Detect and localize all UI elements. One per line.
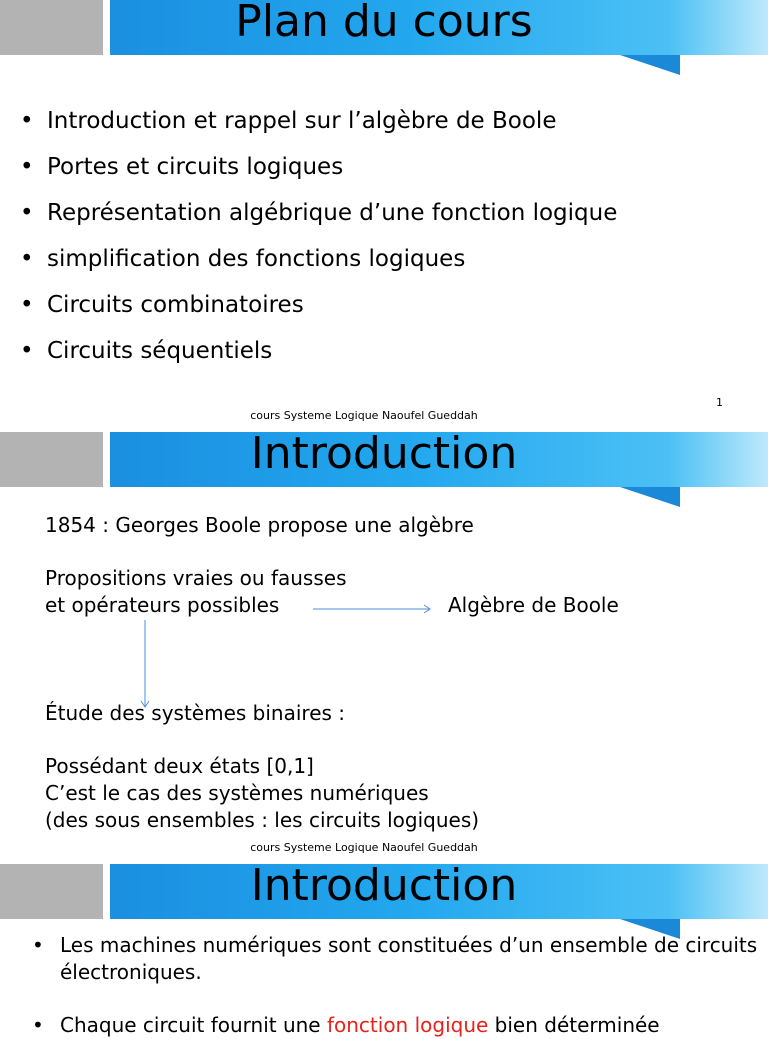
bullet-dot: •: [32, 1013, 44, 1037]
slide-title: Plan du cours: [235, 0, 533, 47]
bullet-list: [32, 932, 760, 1039]
text-algebre-de-boole: Algèbre de Boole: [448, 593, 619, 617]
arrow-down-icon: [141, 620, 149, 707]
list-item: [32, 932, 760, 986]
slide-title: Introduction: [250, 428, 518, 479]
list-item: [20, 144, 617, 190]
list-item: [20, 98, 617, 144]
page-number: 1: [716, 396, 723, 409]
slide-introduction-1: [0, 428, 768, 864]
list-item: [20, 190, 617, 236]
bullet-text: Introduction et rappel sur l’algèbre de Boole: [47, 108, 557, 134]
text-operateurs: et opérateurs possibles: [45, 593, 280, 617]
bullet-text: Portes et circuits logiques: [47, 154, 344, 180]
text-cest-le-cas: C’est le cas des systèmes numériques: [45, 781, 429, 805]
list-item: [20, 328, 617, 374]
slide-plan-du-cours: [0, 0, 768, 432]
slide-title: Introduction: [250, 860, 518, 911]
list-item: [20, 236, 617, 282]
bullet-dot: •: [32, 933, 44, 957]
highlight-text: fonction logique: [326, 1013, 489, 1037]
bullet-text-start: Chaque circuit fournit une: [60, 1013, 321, 1037]
text-propositions: Propositions vraies ou fausses: [45, 566, 347, 590]
bullet-text: simplification des fonctions logiques: [47, 246, 466, 272]
slide-introduction-2: [0, 860, 768, 1037]
bullet-dot: •: [20, 292, 34, 318]
text-1854: 1854 : Georges Boole propose une algèbre: [45, 513, 474, 537]
bullet-text: Les machines numériques sont constituées d’un ensemble de circuits électroniques.: [60, 933, 758, 984]
list-item: [32, 1012, 760, 1039]
bullet-text-end: bien déterminée: [494, 1013, 660, 1037]
bullet-dot: •: [20, 154, 34, 180]
bullet-text: Représentation algébrique d’une fonction logique: [47, 200, 618, 226]
bullet-text: Circuits combinatoires: [47, 292, 304, 318]
bullet-dot: •: [20, 338, 34, 364]
arrow-right-icon: [313, 605, 430, 613]
bullet-text: Circuits séquentiels: [47, 338, 273, 364]
bullet-list: [20, 98, 617, 374]
list-item: [20, 282, 617, 328]
slide-footer: cours Systeme Logique Naoufel Gueddah: [250, 409, 478, 422]
bullet-dot: •: [20, 108, 34, 134]
bullet-dot: •: [20, 246, 34, 272]
bullet-dot: •: [20, 200, 34, 226]
text-sous-ensembles: (des sous ensembles : les circuits logiques): [45, 808, 480, 832]
slide-footer: cours Systeme Logique Naoufel Gueddah: [250, 841, 478, 854]
text-possedant: Possédant deux états [0,1]: [45, 754, 314, 778]
text-etude: Étude des systèmes binaires :: [45, 701, 346, 725]
